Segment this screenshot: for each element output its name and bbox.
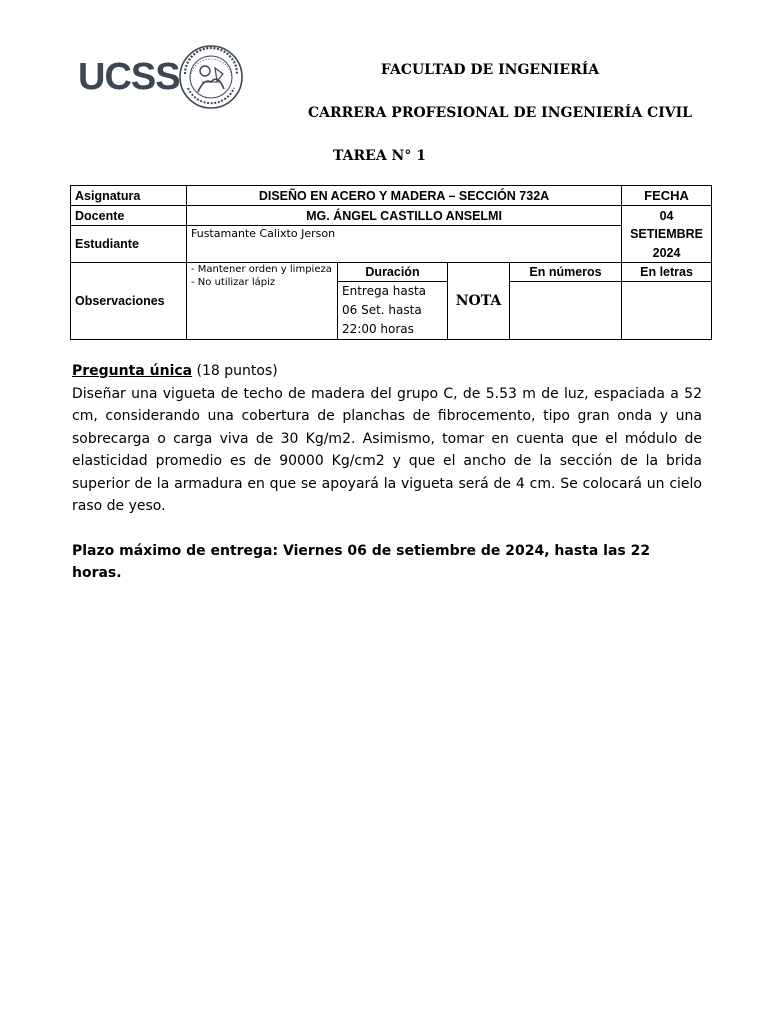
observaciones-label: Observaciones [71, 263, 187, 340]
duracion-line: 22:00 horas [342, 322, 414, 336]
docente-label: Docente [71, 206, 187, 226]
info-table [70, 185, 712, 340]
fecha-day: 04 [659, 208, 674, 223]
fecha-label: FECHA [622, 186, 712, 206]
assignment-title: TAREA N° 1 [333, 148, 426, 164]
university-seal-icon [180, 46, 242, 108]
observacion-item: - No utilizar lápiz [191, 277, 276, 288]
question-heading [72, 360, 702, 383]
nota-label: NOTA [448, 263, 510, 340]
asignatura-value: DISEÑO EN ACERO Y MADERA – SECCIÓN 732A [187, 186, 622, 206]
duracion-label: Duración [338, 263, 448, 282]
fecha-year: 2024 [652, 245, 681, 260]
observacion-item: - Mantener orden y limpieza [191, 264, 332, 275]
letras-label: En letras [622, 263, 712, 282]
duracion-line: Entrega hasta [342, 284, 426, 298]
duracion-value [338, 282, 448, 340]
nota-numeros-cell [510, 282, 622, 340]
fecha-month: SETIEMBRE [630, 226, 704, 241]
nota-letras-cell [622, 282, 712, 340]
observaciones-list [187, 263, 338, 340]
question-title: Pregunta única [72, 363, 193, 379]
faculty-title: FACULTAD DE INGENIERÍA [380, 62, 600, 78]
deadline-text: Plazo máximo de entrega: Viernes 06 de setiembre de 2024, hasta las 22 horas. [72, 542, 651, 581]
logo-wordmark: UCSS [78, 56, 180, 98]
docente-value: MG. ÁNGEL CASTILLO ANSELMI [187, 206, 622, 226]
fecha-value [622, 206, 712, 263]
duracion-line: 06 Set. hasta [342, 303, 422, 317]
question-section [72, 360, 702, 585]
university-logo [78, 44, 248, 114]
estudiante-label: Estudiante [71, 226, 187, 263]
question-body: Diseñar una vigueta de techo de madera del grupo C, de 5.53 m de luz, espaciada a 52 cm, considerando una cobertura de planchas de fibrocemento, tipo gran onda y una sobrecarga o carga viva de 30 Kg/m2. Asimismo, tomar en cuenta que el módulo de elasticidad promedio es de 90000 Kg/cm2 y que el ancho de la sección de la brida superior de la armadura en que se apoyará la vigueta será de 4 cm. Se colocará un cielo raso de yeso. [72, 385, 702, 514]
numeros-label: En números [510, 263, 622, 282]
asignatura-label: Asignatura [71, 186, 187, 206]
question-points: (18 puntos) [192, 363, 278, 379]
career-title: CARRERA PROFESIONAL DE INGENIERÍA CIVIL [307, 105, 693, 121]
estudiante-value: Fustamante Calixto Jerson [187, 226, 622, 263]
